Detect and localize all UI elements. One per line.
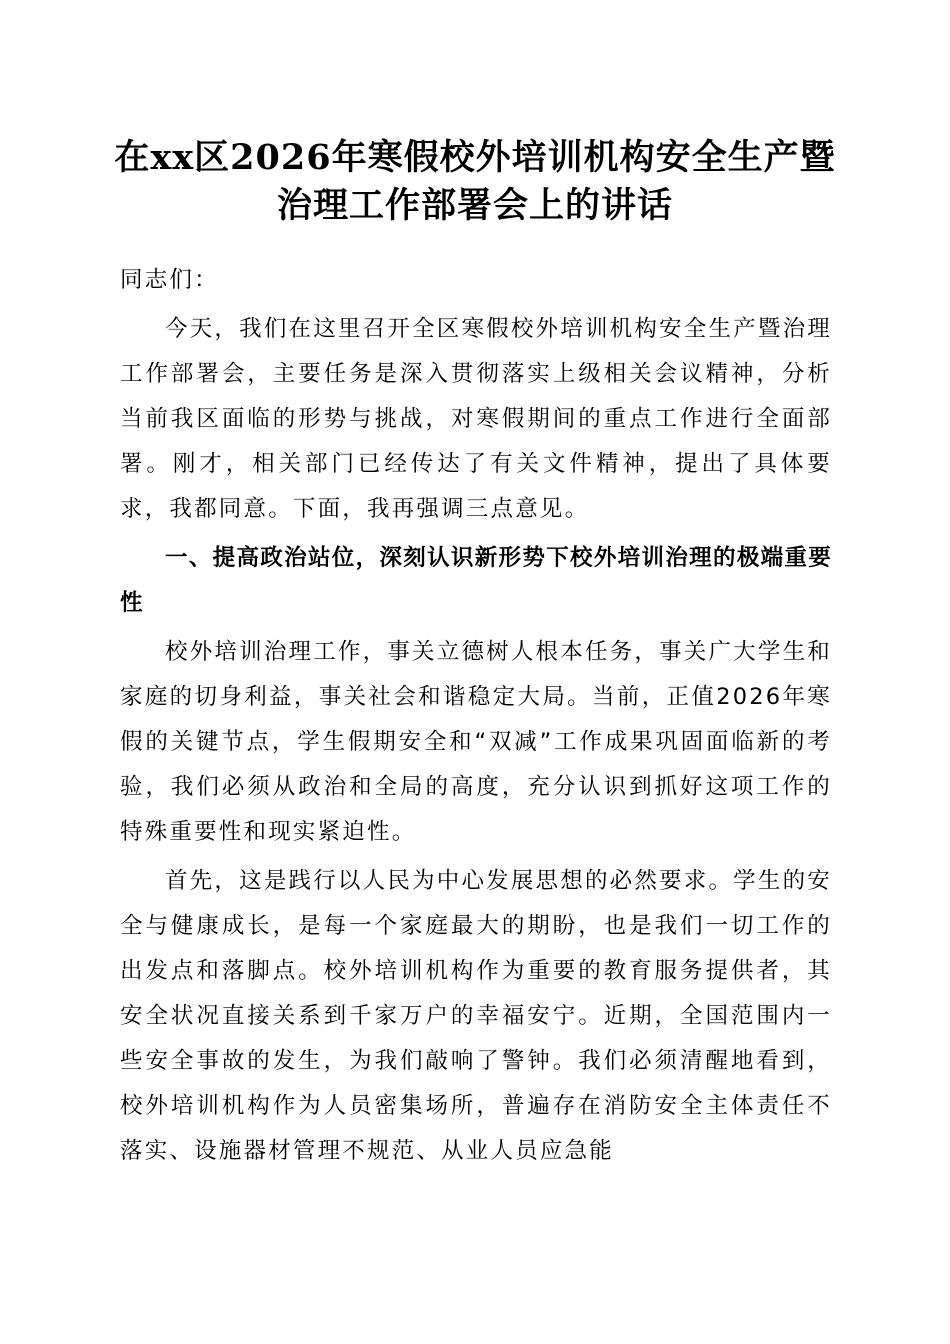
document-body: [120, 258, 832, 1178]
salutation: 同志们：: [120, 267, 219, 293]
document-title: [0, 134, 950, 230]
paragraph-section1-first-point: 首先，这是践行以人民为中心发展思想的必然要求。学生的安全与健康成长，是每一个家庭最大的期盼，也是我们一切工作的出发点和落脚点。校外培训机构作为重要的教育服务提供者，其安全状况直接关系到千家万户的幸福安宁。近期，全国范围内一些安全事故的发生，为我们敲响了警钟。我们必须清醒地看到，校外培训机构作为人员密集场所，普遍存在消防安全主体责任不落实、设施器材管理不规范、从业人员应急能: [120, 868, 832, 1164]
section-heading-1: 一、提高政治站位，深刻认识新形势下校外培训治理的极端重要性: [120, 545, 832, 616]
paragraph-section1-overview: 校外培训治理工作，事关立德树人根本任务，事关广大学生和家庭的切身利益，事关社会和谐稳定大局。当前，正值2026年寒假的关键节点，学生假期安全和“双减”工作成果巩固面临新的考验，我们必须从政治和全局的高度，充分认识到抓好这项工作的特殊重要性和现实紧迫性。: [120, 639, 832, 845]
title-line-1: 在xx区2026年寒假校外培训机构安全生产暨: [114, 137, 836, 178]
paragraph-intro: 今天，我们在这里召开全区寒假校外培训机构安全生产暨治理工作部署会，主要任务是深入贯彻落实上级相关会议精神，分析当前我区面临的形势与挑战，对寒假期间的重点工作进行全面部署。刚才，相关部门已经传达了有关文件精神，提出了具体要求，我都同意。下面，我再强调三点意见。: [120, 316, 832, 522]
title-line-2: 治理工作部署会上的讲话: [276, 185, 673, 226]
